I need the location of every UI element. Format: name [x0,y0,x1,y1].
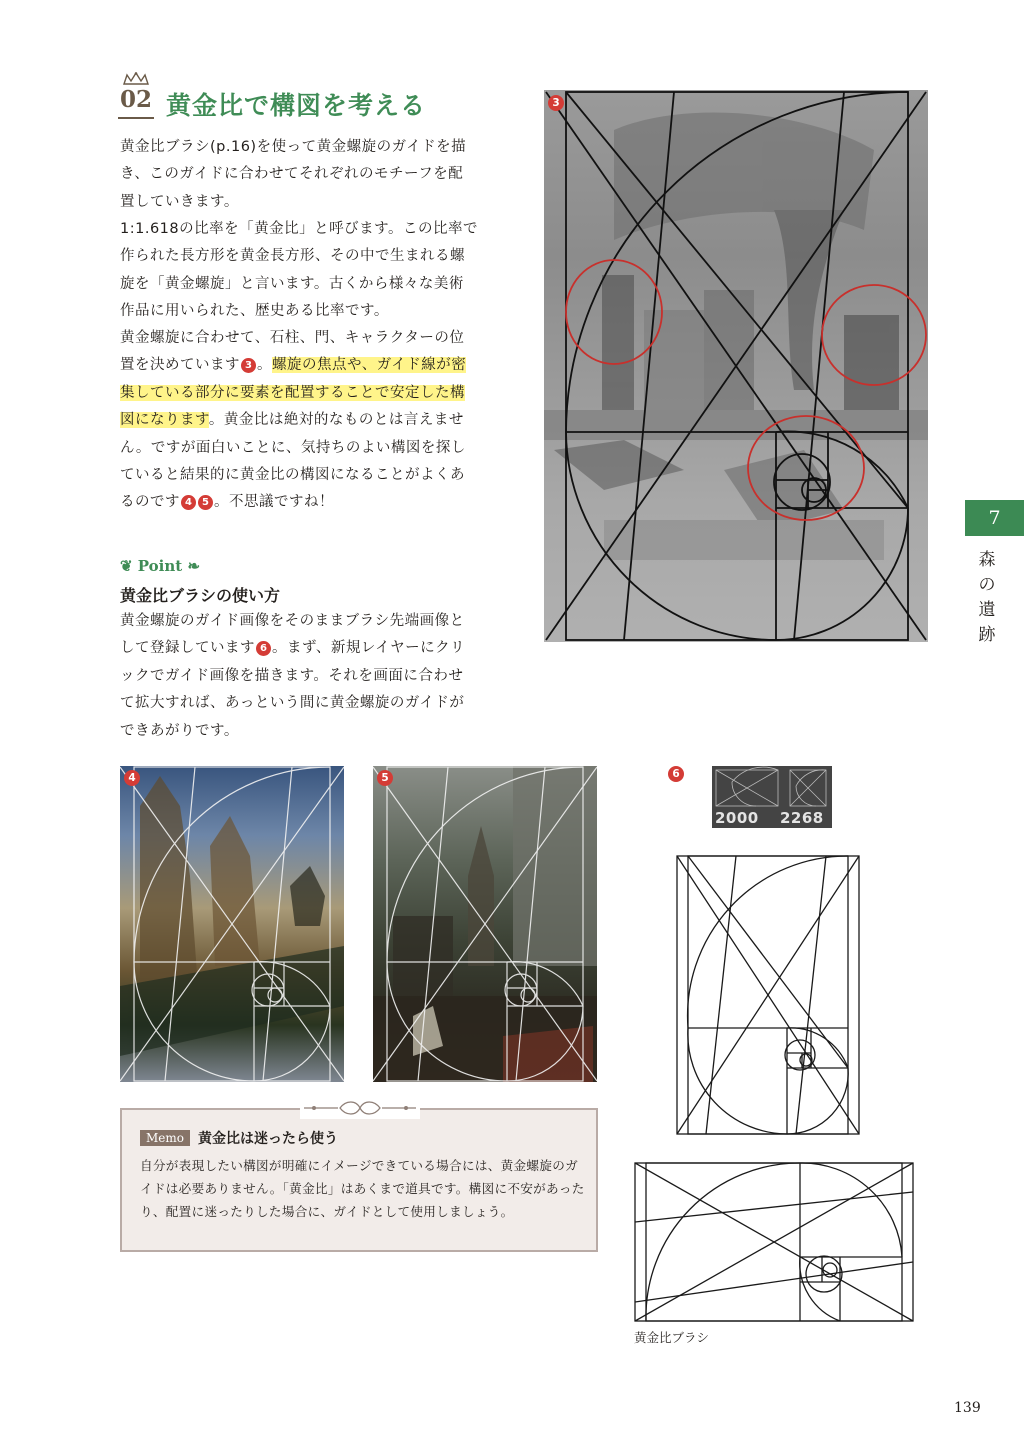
body-text: 黄金螺旋に合わせて、石柱、門、キャラクターの位置を決めています [120,330,465,374]
body-text: 。 [257,357,272,374]
sketch-image-golden-spiral [544,90,928,642]
section-title: 黄金比で構図を考える [166,91,427,120]
point-paragraph [120,608,478,745]
golden-spiral-guide-landscape [634,1162,914,1322]
brush-thumb-label: 2000 [715,809,759,827]
golden-spiral-guide-portrait [676,855,860,1135]
chapter-tab: 7 [965,500,1024,536]
body-text: 。不思議ですね！ [214,494,334,511]
artwork-example-5 [373,766,597,1082]
body-paragraph-1: 黄金比ブラシ(p.16)を使って黄金螺旋のガイドを描き、このガイドに合わせてそれぞれのモチーフを配置していきます。 [120,139,467,210]
point-label-text: Point [137,557,183,575]
body-paragraph-2: 1:1.618の比率を「黄金比」と呼びます。この比率で作られた長方形を黄金長方形、その中で生まれる螺旋を「黄金螺旋」と言います。古くから様々な美術作品に用いられた、歴史ある比率です。 [120,221,478,320]
body-text: 。黄金比は絶対的なものとは言えません。ですが面白いことに、気持ちのよい構図を探していると結果的に黄金比の構図になることがよくあるのです [120,412,466,511]
ref-badge-3: 3 [241,358,256,373]
memo-text: 自分が表現したい構図が明確にイメージできている場合には、黄金螺旋のガイドは必要ありません。「黄金比」はあくまで道具です。構図に不安があったり、配置に迷ったりした場合に、ガイドとして使用しましょう。 [140,1158,585,1219]
artwork-guide-overlay [373,766,597,1082]
section-number-underline [118,117,154,119]
point-text: 黄金螺旋のガイド画像をそのままブラシ先端画像として登録しています [120,613,465,657]
memo-ornament-icon [300,1097,420,1119]
brush-thumb-label: 2268 [780,809,824,827]
chapter-title: 森の遺跡 [978,550,996,645]
memo-tag: Memo [140,1130,190,1146]
ref-badge-5: 5 [198,495,213,510]
point-text: 。まず、新規レイヤーにクリックでガイド画像を描きます。それを画面に合わせて拡大すれば、あっという間に黄金螺旋のガイドができあがりです。 [120,640,466,739]
ref-badge-5: 5 [377,770,393,786]
ref-badge-3: 3 [548,95,564,111]
ref-badge-4: 4 [181,495,196,510]
artwork-guide-overlay [120,766,344,1082]
brush-thumbnails [712,766,832,828]
section-number: 02 [120,86,153,113]
ref-badge-6: 6 [256,641,271,656]
crown-ornament-icon [122,72,150,86]
page-number: 139 [954,1400,981,1416]
body-paragraph-3 [120,325,478,517]
sketch-guide-overlay [544,90,928,642]
point-label: ❦ Point ❧ [120,557,201,575]
point-title: 黄金比ブラシの使い方 [120,586,281,605]
memo-title: 黄金比は迷ったら使う [198,1131,338,1147]
brush-caption: 黄金比ブラシ [634,1330,710,1345]
ref-badge-4: 4 [124,770,140,786]
artwork-example-4 [120,766,344,1082]
highlighted-text: 螺旋の焦点や、ガイド線が密集している部分に要素を配置することで安定した構図になります [120,357,467,429]
ref-badge-6: 6 [668,766,684,782]
